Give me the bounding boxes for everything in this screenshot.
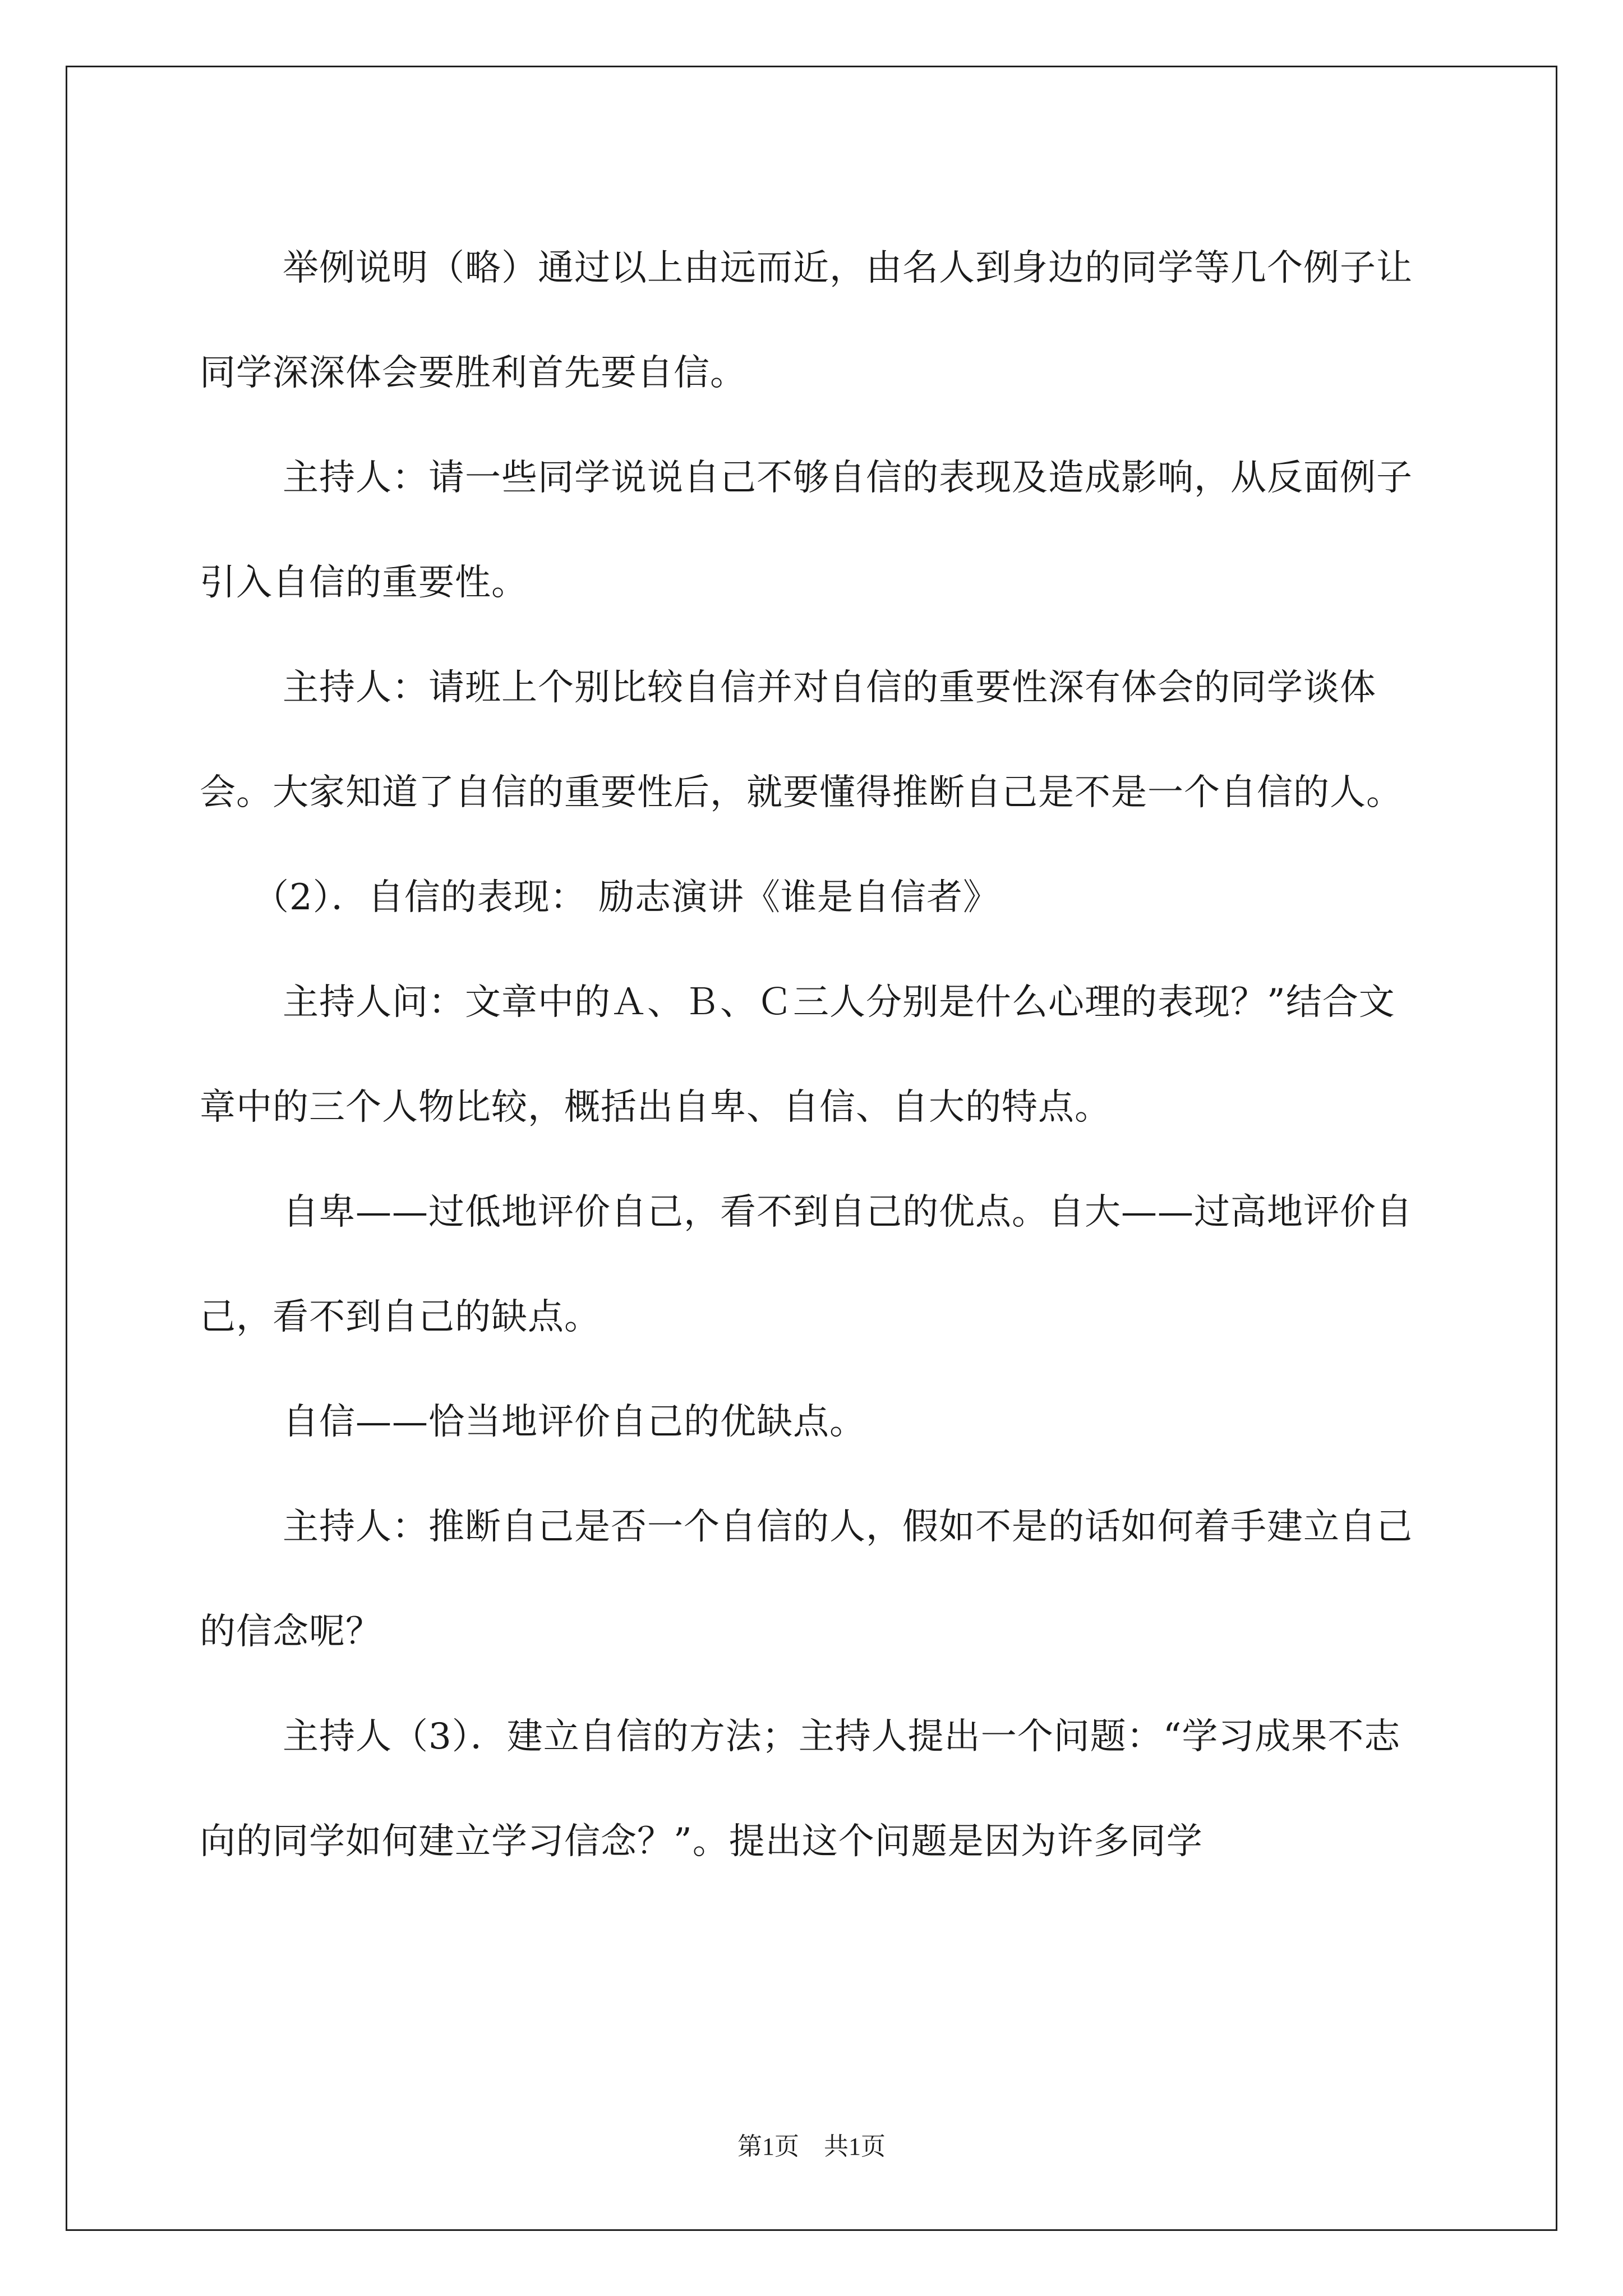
paragraph-4: 主持人问：文章中的Ａ、Ｂ、Ｃ三人分别是什么心理的表现？”结合文章中的三个人物比较，概括出自卑、自信、自大的特点。: [200, 982, 1395, 1128]
paragraph-1: 举例说明（略）通过以上由远而近，由名人到身边的同学等几个例子让同学深深体会要胜利首先要自信。: [200, 247, 1413, 394]
section-heading-2: （2）．自信的表现： 励志演讲《谁是自信者》: [253, 877, 1000, 918]
paragraph-8: 主持人（3）．建立自信的方法；主持人提出一个问题：“学习成果不志向的同学如何建立学习信念？”。提出这个问题是因为许多同学: [200, 1716, 1401, 1862]
paragraph-2: 主持人：请一些同学说说自己不够自信的表现及造成影响，从反面例子引入自信的重要性。: [200, 457, 1413, 604]
page-footer: 第1页 共1页: [737, 2133, 886, 2160]
paragraph-3: 主持人：请班上个别比较自信并对自信的重要性深有体会的同学谈体会。大家知道了自信的重要性后，就要懂得推断自己是不是一个自信的人。: [200, 667, 1403, 813]
document-body: [200, 216, 1428, 1894]
paragraph-6: 自信——恰当地评价自己的优缺点。: [283, 1401, 866, 1443]
paragraph-5: 自卑——过低地评价自己，看不到自己的优点。自大——过高地评价自己，看不到自己的缺点。: [200, 1191, 1413, 1338]
paragraph-7: 主持人：推断自己是否一个自信的人，假如不是的话如何着手建立自己的信念呢？: [200, 1506, 1413, 1653]
